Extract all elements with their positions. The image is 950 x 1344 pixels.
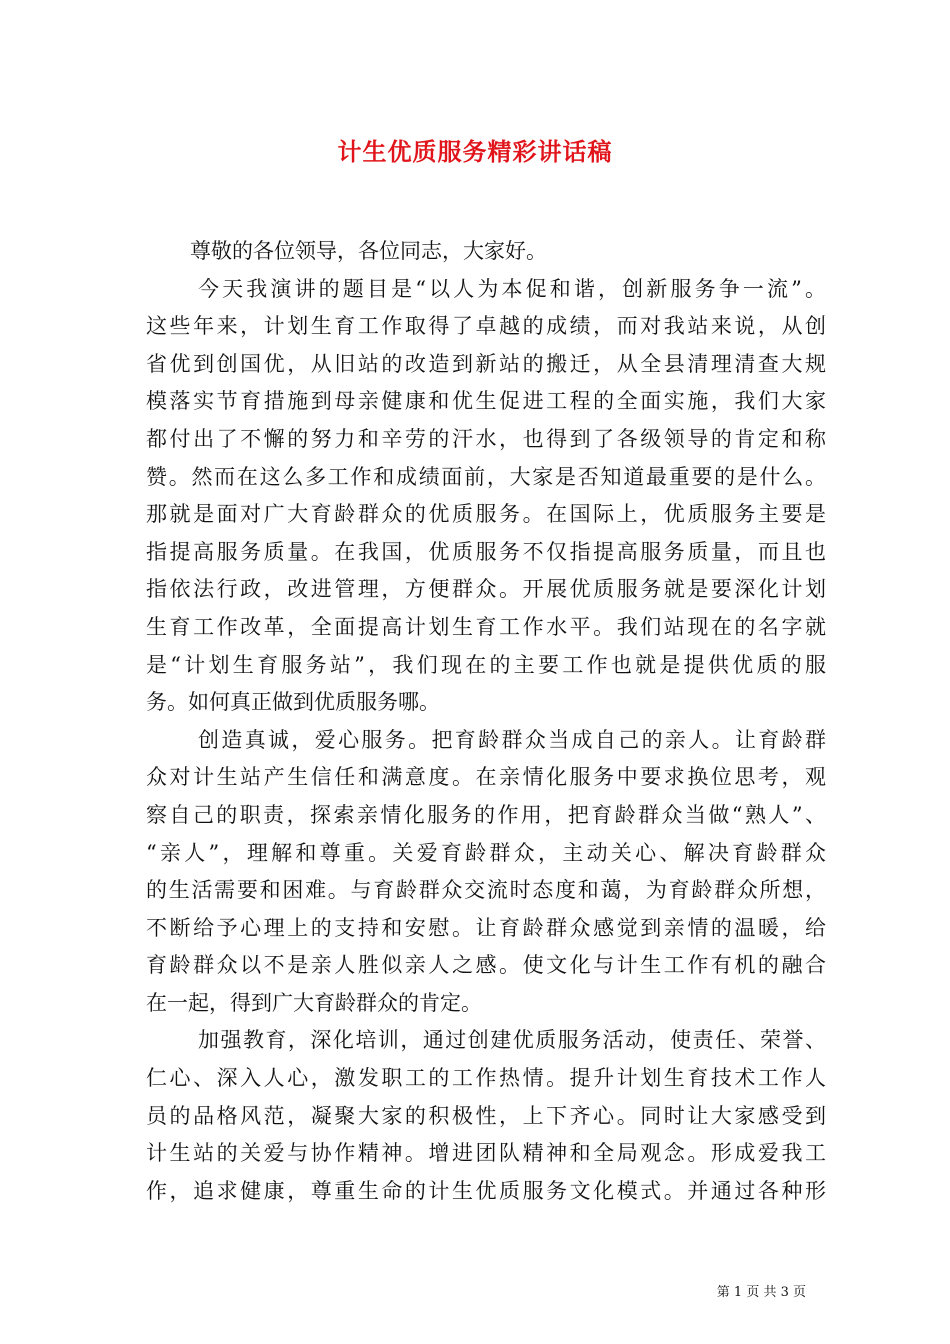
- text-line: 作，追求健康，尊重生命的计生优质服务文化模式。并通过各种形: [146, 1178, 826, 1203]
- text-line: 模落实节育措施到母亲健康和优生促进工程的全面实施，我们大家: [146, 389, 826, 414]
- text-line: 这些年来，计划生育工作取得了卓越的成绩，而对我站来说，从创: [146, 314, 826, 339]
- paragraph-sincere-service: [146, 722, 826, 1023]
- text-line: 众对计生站产生信任和满意度。在亲情化服务中要求换位思考，观: [146, 765, 826, 790]
- text-line: 今天我演讲的题目是“以人为本促和谐，创新服务争一流”。: [198, 276, 826, 301]
- text-line: 察自己的职责，探索亲情化服务的作用，把育龄群众当做“熟人”、: [146, 802, 826, 827]
- text-line: “亲人”，理解和尊重。关爱育龄群众，主动关心、解决育龄群众: [146, 840, 826, 865]
- text-line: 赞。然而在这么多工作和成绩面前，大家是否知道最重要的是什么。: [146, 464, 826, 489]
- paragraph-salutation: [146, 233, 826, 271]
- text-line: 加强教育，深化培训，通过创建优质服务活动，使责任、荣誉、: [198, 1028, 826, 1053]
- text-line: 务。如何真正做到优质服务哪。: [146, 690, 440, 715]
- text-line: 不断给予心理上的支持和安慰。让育龄群众感觉到亲情的温暖，给: [146, 915, 826, 940]
- text-line: 省优到创国优，从旧站的改造到新站的搬迁，从全县清理清查大规: [146, 351, 826, 376]
- paragraph-education-training: [146, 1022, 826, 1210]
- text-line: 生育工作改革，全面提高计划生育工作水平。我们站现在的名字就: [146, 614, 826, 639]
- text-line: 仁心、深入人心，激发职工的工作热情。提升计划生育技术工作人: [146, 1066, 826, 1091]
- text-line: 指依法行政，改进管理，方便群众。开展优质服务就是要深化计划: [146, 577, 826, 602]
- document-title: 计生优质服务精彩讲话稿: [337, 137, 613, 166]
- page-number-footer: 第 1 页 共 3 页: [716, 1285, 806, 1300]
- text-line: 指提高服务质量。在我国，优质服务不仅指提高服务质量，而且也: [146, 539, 826, 564]
- document-body: [146, 233, 826, 1210]
- text-line: 创造真诚，爱心服务。把育龄群众当成自己的亲人。让育龄群: [198, 727, 826, 752]
- text-line: 的生活需要和困难。与育龄群众交流时态度和蔼，为育龄群众所想，: [146, 878, 826, 903]
- text-line: 育龄群众以不是亲人胜似亲人之感。使文化与计生工作有机的融合: [146, 953, 826, 978]
- text-line: 计生站的关爱与协作精神。增进团队精神和全局观念。形成爱我工: [146, 1141, 826, 1166]
- paragraph-intro: [146, 271, 826, 722]
- text-line: 是“计划生育服务站”，我们现在的主要工作也就是提供优质的服: [146, 652, 826, 677]
- text-line: 尊敬的各位领导，各位同志，大家好。: [190, 239, 547, 263]
- text-line: 员的品格风范，凝聚大家的积极性，上下齐心。同时让大家感受到: [146, 1103, 826, 1128]
- text-line: 那就是面对广大育龄群众的优质服务。在国际上，优质服务主要是: [146, 502, 826, 527]
- text-line: 在一起，得到广大育龄群众的肯定。: [146, 990, 482, 1015]
- text-line: 都付出了不懈的努力和辛劳的汗水，也得到了各级领导的肯定和称: [146, 426, 826, 451]
